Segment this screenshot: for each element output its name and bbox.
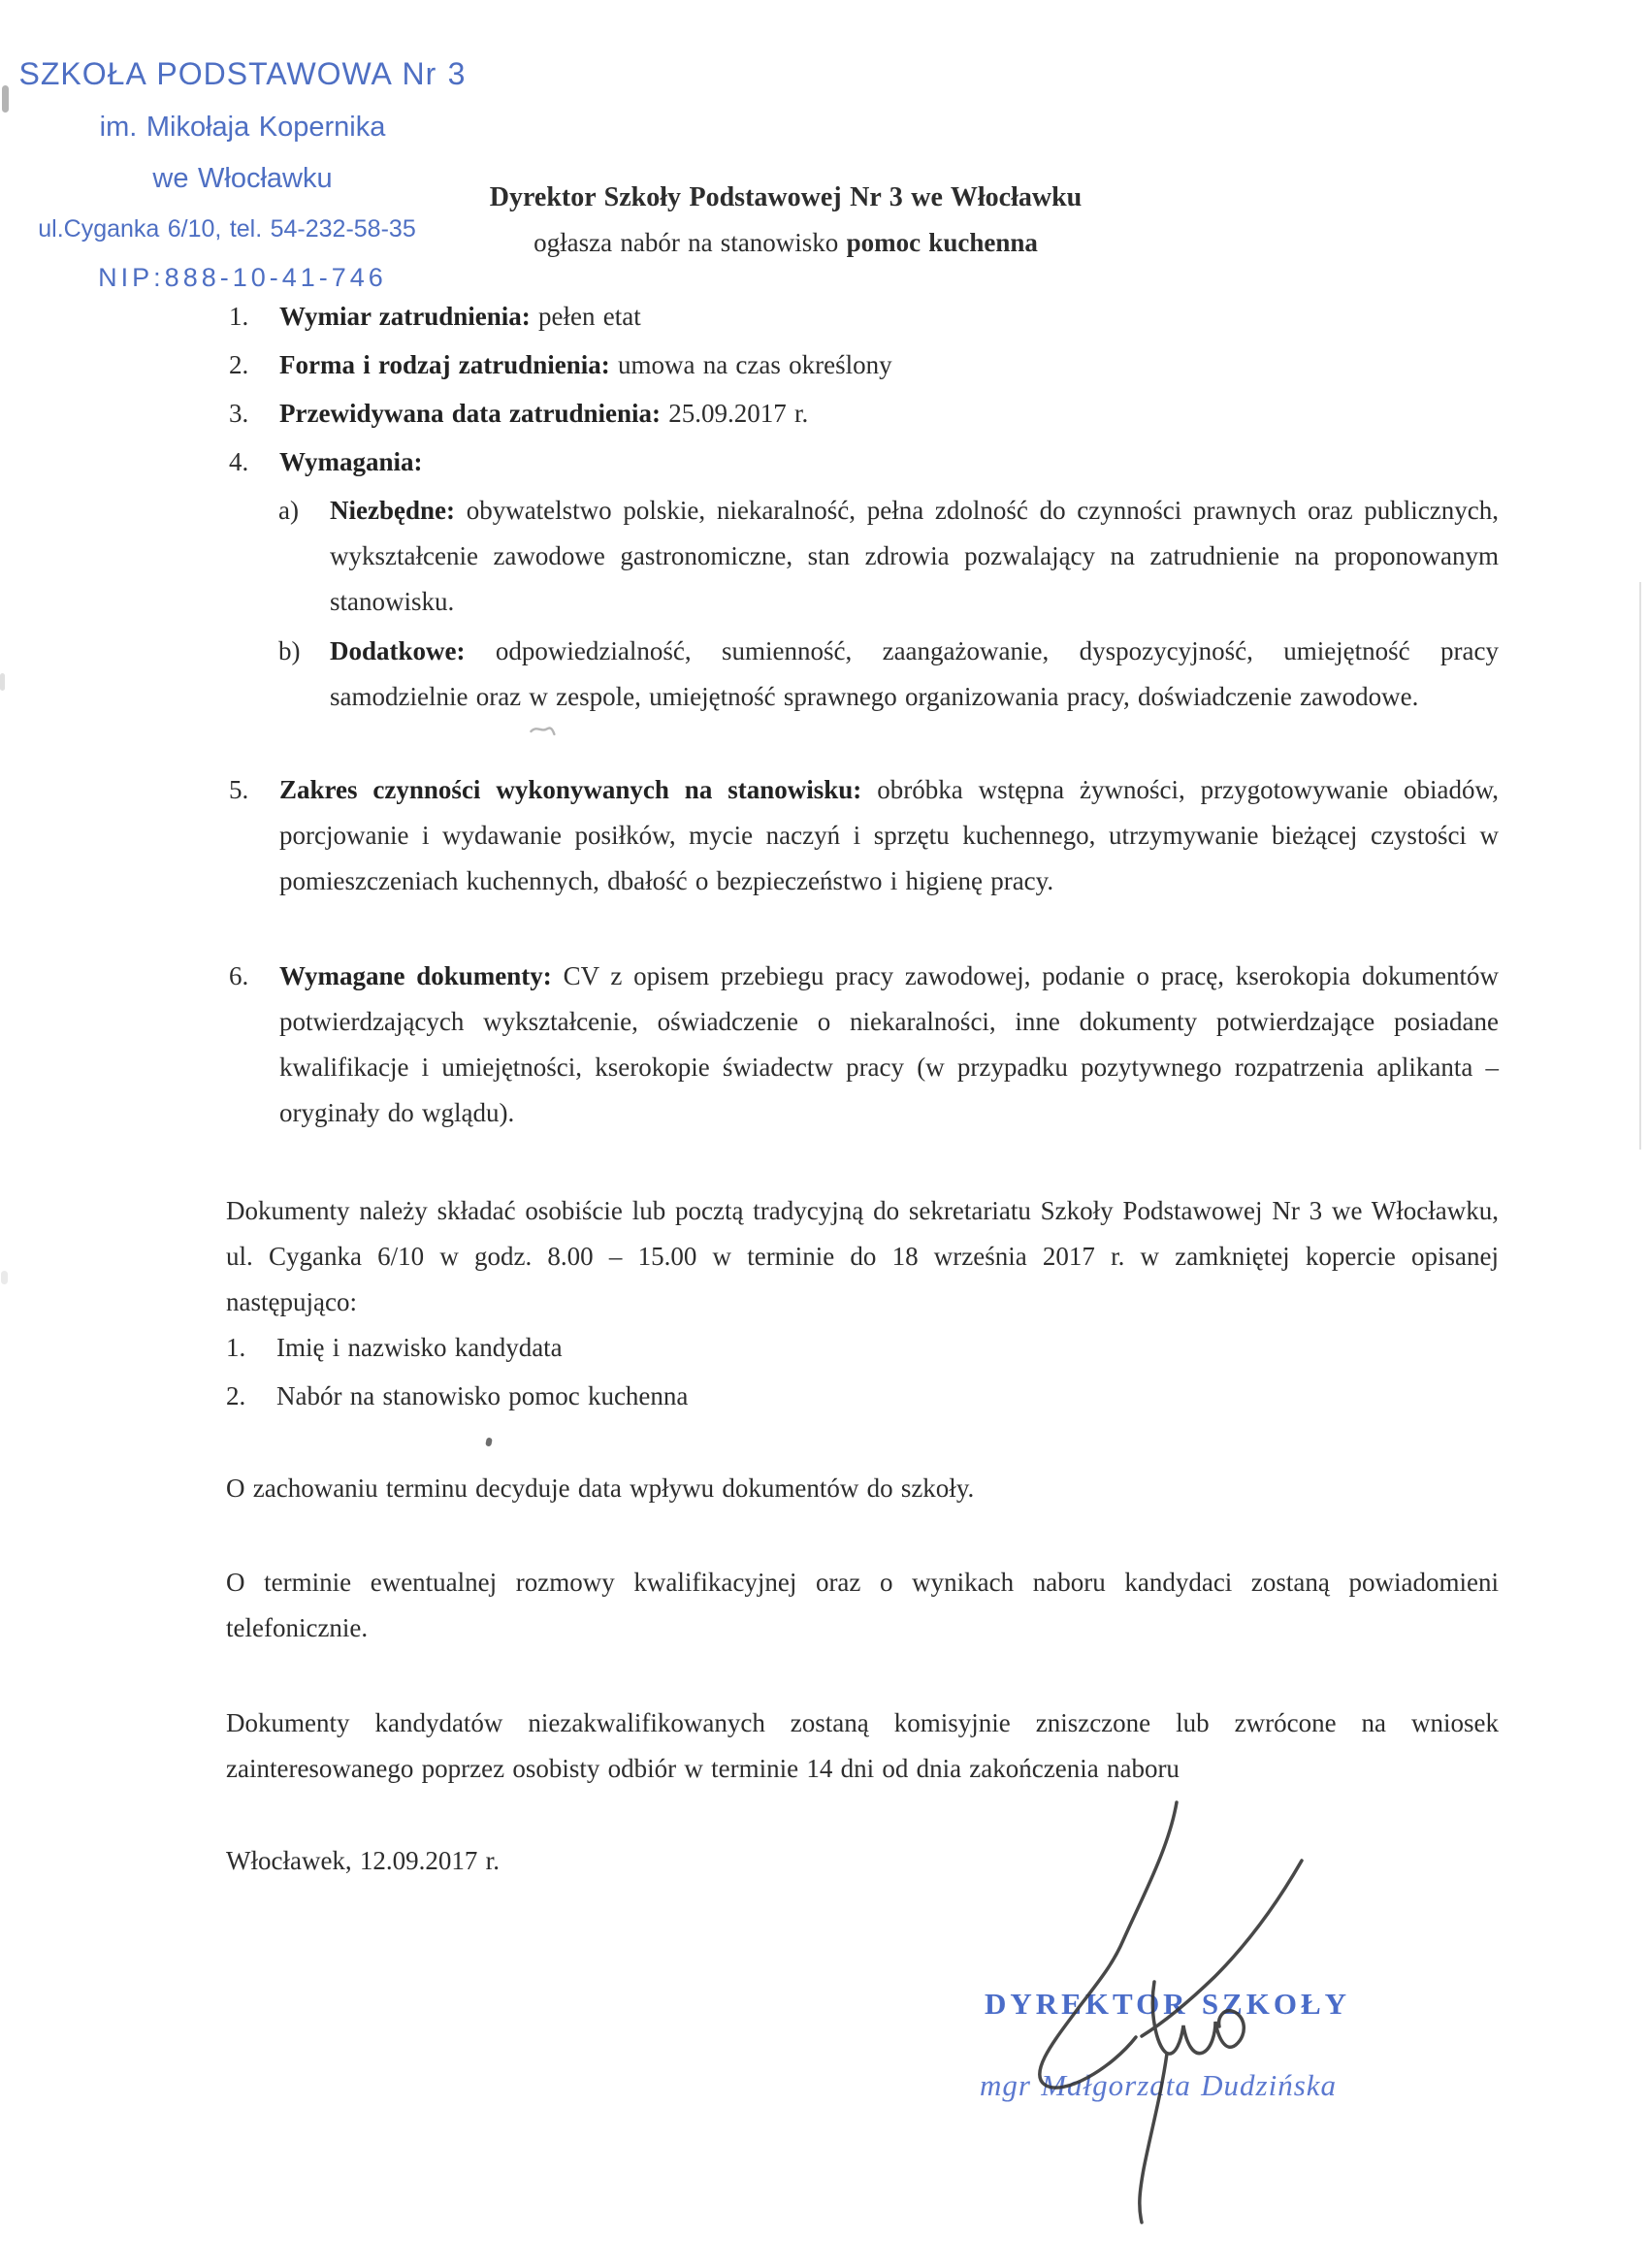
director-name-stamp: mgr Małgorzata Dudzińska xyxy=(980,2068,1338,2102)
list-content xyxy=(279,294,1499,340)
list-label: Wymiar zatrudnienia: xyxy=(279,302,531,331)
stamp-city: we Włocławku xyxy=(152,163,333,194)
subtitle-prefix: ogłasza nabór na stanowisko xyxy=(534,228,839,257)
list-number: 2. xyxy=(226,1381,246,1410)
stamp-address-phone: ul.Cyganka 6/10, tel. 54-232-58-35 xyxy=(38,215,416,243)
place-date-line: Włocławek, 12.09.2017 r. xyxy=(226,1846,500,1875)
envelope-item-name xyxy=(226,1325,1496,1371)
school-ink-stamp xyxy=(15,47,470,301)
list-content: Imię i nazwisko kandydata xyxy=(276,1333,563,1362)
list-number: 2. xyxy=(229,350,249,379)
list-text: 25.09.2017 r. xyxy=(668,399,809,428)
document-title: Dyrektor Szkoły Podstawowej Nr 3 we Włocławku xyxy=(489,182,1083,212)
list-text: pełen etat xyxy=(538,302,641,331)
document-subtitle xyxy=(0,225,1571,260)
sub-item-label: Niezbędne: xyxy=(330,496,455,525)
sub-item-text: obywatelstwo polskie, niekaralność, pełna zdolność do czynności prawnych oraz publicznych, wykształcenie zawodowe gastronomiczne, stan zdrowia pozwalający na zatrudnienie na proponowanym stanowisku. xyxy=(330,496,1500,616)
list-label: Forma i rodzaj zatrudnienia: xyxy=(279,350,610,379)
scan-edge-smudge xyxy=(1,1271,8,1284)
list-content xyxy=(279,767,1499,904)
list-item-employment-date xyxy=(229,391,1499,437)
sub-item-label: Dodatkowe: xyxy=(330,636,466,665)
list-number: 4. xyxy=(229,447,249,476)
list-content: Nabór na stanowisko pomoc kuchenna xyxy=(276,1381,689,1410)
scan-stray-dot xyxy=(485,1437,493,1446)
scan-stray-mark xyxy=(527,719,559,743)
paragraph-returns: Dokumenty kandydatów niezakwalifikowanych zostaną komisyjnie zniszczone lub zwrócone na wniosek zainteresowanego poprzez osobisty odbiór w terminie 14 dni od dnia zakończenia naboru xyxy=(226,1708,1499,1783)
list-label: Zakres czynności wykonywanych na stanowisku: xyxy=(279,775,862,804)
list-content xyxy=(279,391,1499,437)
sub-item-marker: a) xyxy=(278,496,299,525)
sub-item-required xyxy=(278,488,1499,625)
list-item-duties xyxy=(229,767,1499,904)
list-item-employment-size xyxy=(229,294,1499,340)
list-label: Przewidywana data zatrudnienia: xyxy=(279,399,661,428)
stamp-school-name: SZKOŁA PODSTAWOWA Nr 3 xyxy=(18,56,467,91)
sub-item-text: odpowiedzialność, sumienność, zaangażowanie, dyspozycyjność, umiejętność pracy samodzielnie oraz w zespole, umiejętność sprawnego organizowania pracy, doświadczenie zawodowe. xyxy=(330,636,1500,711)
list-number: 1. xyxy=(226,1333,246,1362)
scan-edge-smudge xyxy=(2,85,9,113)
list-number: 5. xyxy=(229,775,249,804)
list-item-requirements xyxy=(229,439,1499,485)
sub-item-content xyxy=(330,629,1499,720)
list-item-documents xyxy=(229,954,1499,1136)
subtitle-position: pomoc kuchenna xyxy=(846,228,1038,257)
list-item-employment-form xyxy=(229,342,1499,388)
stamp-nip: NIP:888-10-41-746 xyxy=(98,263,387,292)
envelope-item-position xyxy=(226,1374,1496,1419)
list-text: umowa na czas określony xyxy=(617,350,892,379)
scan-edge-smudge xyxy=(0,673,5,691)
director-role-stamp: DYREKTOR SZKOŁY xyxy=(985,1987,1351,2021)
list-number: 6. xyxy=(229,961,249,990)
paragraph-deadline: O zachowaniu terminu decyduje data wpływu dokumentów do szkoły. xyxy=(226,1474,975,1503)
sub-item-content xyxy=(330,488,1499,625)
list-label: Wymagane dokumenty: xyxy=(279,961,552,990)
handwritten-signature xyxy=(922,1795,1406,2241)
list-content xyxy=(279,439,1499,485)
sub-item-marker: b) xyxy=(278,636,301,665)
paragraph-submission: Dokumenty należy składać osobiście lub pocztą tradycyjną do sekretariatu Szkoły Podstawowej Nr 3 we Włocławku, ul. Cyganka 6/10 w godz. 8.00 – 15.00 w terminie do 18 września 2017 r. w zamkniętej kopercie opisanej następująco: xyxy=(226,1196,1499,1316)
list-label: Wymagania: xyxy=(279,447,423,476)
list-content xyxy=(279,342,1499,388)
stamp-patron: im. Mikołaja Kopernika xyxy=(99,112,386,143)
sub-item-additional xyxy=(278,629,1499,720)
list-number: 3. xyxy=(229,399,249,428)
scan-edge-line xyxy=(1639,582,1641,1150)
list-text: CV z opisem przebiegu pracy zawodowej, podanie o pracę, kserokopia dokumentów potwierdzających wykształcenie, oświadczenie o niekaralności, inne dokumenty potwierdzające posiadane kwalifikacje i umiejętności, kserokopie świadectw pracy (w przypadku pozytywnego rozpatrzenia aplikanta – oryginały do wglądu). xyxy=(279,961,1500,1127)
list-number: 1. xyxy=(229,302,249,331)
list-content xyxy=(279,954,1499,1136)
paragraph-interview: O terminie ewentualnej rozmowy kwalifikacyjnej oraz o wynikach naboru kandydaci zostaną powiadomieni telefonicznie. xyxy=(226,1568,1499,1642)
list-text: obróbka wstępna żywności, przygotowywanie obiadów, porcjowanie i wydawanie posiłków, mycie naczyń i sprzętu kuchennego, utrzymywanie bieżącej czystości w pomieszczeniach kuchennych, dbałość o bezpieczeństwo i higienę pracy. xyxy=(279,775,1499,895)
